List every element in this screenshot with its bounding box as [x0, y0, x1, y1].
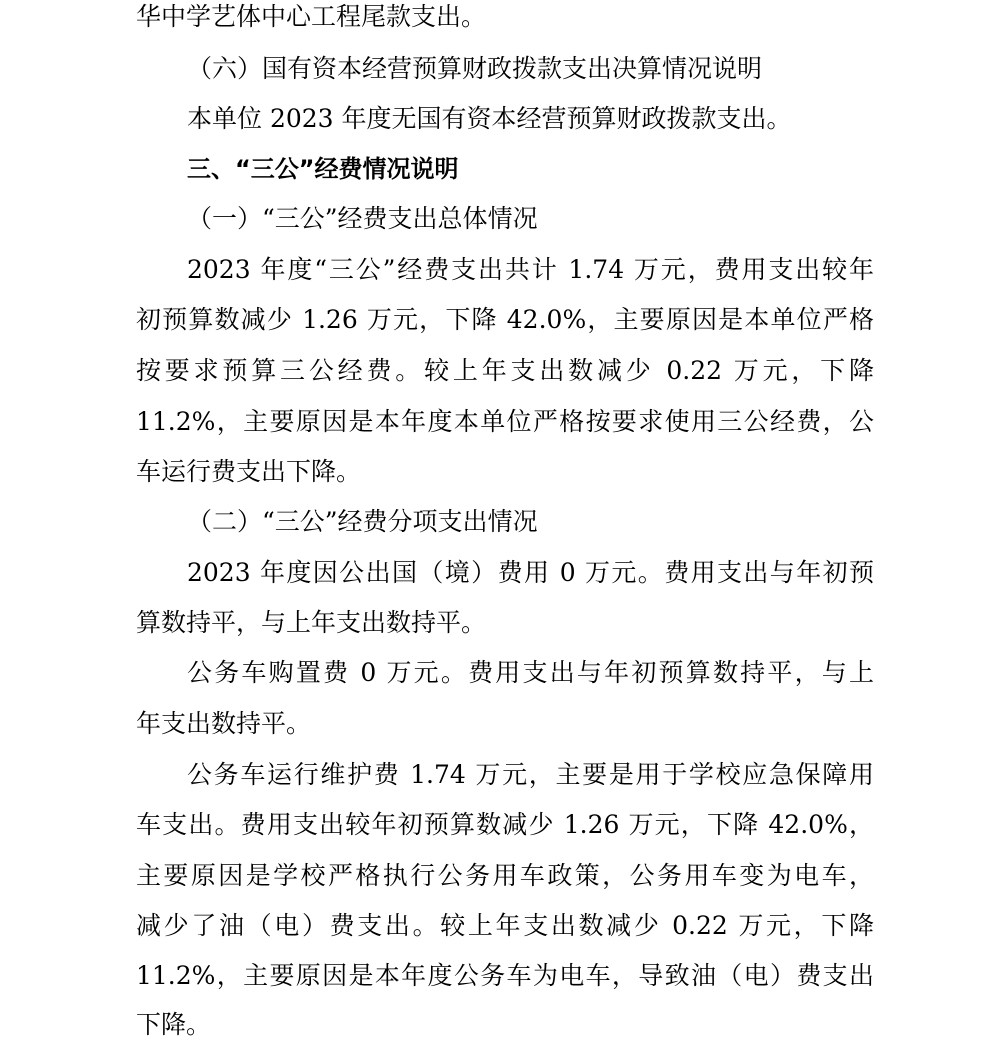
text-line: 车运行费支出下降。: [136, 457, 362, 486]
text-line: 下降。: [136, 1010, 212, 1039]
text-line: 算数持平，与上年支出数持平。: [136, 608, 487, 637]
text-line: 按要求预算三公经费。较上年支出数减少 0.22 万元，下降: [136, 356, 874, 385]
text-line: 年支出数持平。: [136, 709, 312, 738]
text-line: 11.2%，主要原因是本年度本单位严格按要求使用三公经费，公: [136, 407, 874, 436]
section-subheading: （六）国有资本经营预算财政拨款支出决算情况说明: [187, 54, 763, 83]
section-subheading: （一）“三公”经费支出总体情况: [187, 204, 538, 233]
text-line: 公务车购置费 0 万元。费用支出与年初预算数持平，与上: [187, 658, 874, 687]
text-line: 2023 年度因公出国（境）费用 0 万元。费用支出与年初预: [187, 558, 874, 587]
text-line: 初预算数减少 1.26 万元，下降 42.0%，主要原因是本单位严格: [136, 305, 874, 334]
text-line: 主要原因是学校严格执行公务用车政策，公务用车变为电车，: [136, 861, 874, 890]
text-line: 公务车运行维护费 1.74 万元，主要是用于学校应急保障用: [187, 760, 874, 789]
section-subheading: （二）“三公”经费分项支出情况: [187, 507, 538, 536]
text-line: 11.2%，主要原因是本年度公务车为电车，导致油（电）费支出: [136, 961, 874, 990]
text-line: 车支出。费用支出较年初预算数减少 1.26 万元，下降 42.0%，: [136, 810, 874, 839]
text-line: 2023 年度“三公”经费支出共计 1.74 万元，费用支出较年: [187, 255, 874, 284]
text-line: 减少了油（电）费支出。较上年支出数减少 0.22 万元，下降: [136, 911, 874, 940]
text-line: 本单位 2023 年度无国有资本经营预算财政拨款支出。: [187, 104, 792, 133]
text-line: 华中学艺体中心工程尾款支出。: [136, 2, 487, 31]
section-heading: 三、“三公”经费情况说明: [187, 155, 459, 183]
